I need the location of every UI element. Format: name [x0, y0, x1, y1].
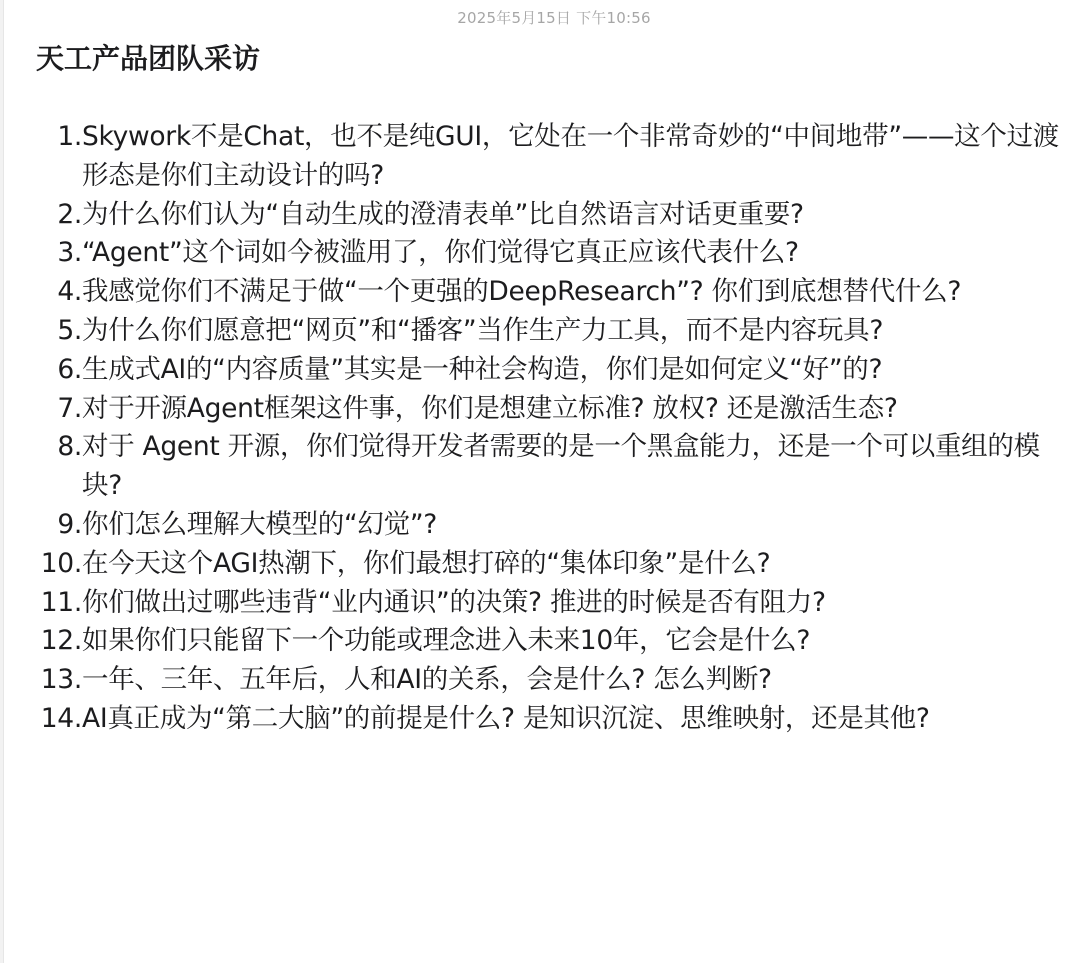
question-item-13[interactable]: [0, 661, 1080, 700]
question-text: “Agent”这个词如今被滥用了，你们觉得它真正应该代表什么?: [82, 237, 799, 269]
question-number: 3.: [57, 237, 82, 269]
question-number: 8.: [57, 431, 82, 463]
question-item-6[interactable]: [0, 351, 1080, 390]
question-number: 6.: [57, 353, 82, 385]
question-item-9[interactable]: [0, 506, 1080, 545]
question-text: 为什么你们愿意把“网页”和“播客”当作生产力工具，而不是内容玩具?: [82, 314, 884, 346]
question-item-5[interactable]: [0, 312, 1080, 351]
question-list[interactable]: [0, 118, 1080, 739]
question-text: 生成式AI的“内容质量”其实是一种社会构造，你们是如何定义“好”的?: [82, 353, 883, 385]
question-text: Skywork不是Chat，也不是纯GUI，它处在一个非常奇妙的“中间地带”——这个过渡形态是你们主动设计的吗?: [82, 121, 1059, 191]
question-text: 你们做出过哪些违背“业内通识”的决策? 推进的时候是否有阻力?: [82, 586, 826, 618]
question-number: 7.: [57, 392, 82, 424]
question-number: 11.: [40, 586, 82, 618]
question-number: 9.: [57, 508, 82, 540]
question-item-14[interactable]: [0, 700, 1080, 739]
question-item-2[interactable]: [0, 196, 1080, 235]
question-text: 你们怎么理解大模型的“幻觉”?: [82, 508, 438, 540]
question-number: 10.: [40, 547, 82, 579]
question-text: 对于 Agent 开源，你们觉得开发者需要的是一个黑盒能力，还是一个可以重组的模块?: [82, 431, 1040, 502]
question-item-10[interactable]: [0, 545, 1080, 584]
note-timestamp: 2025年5月15日 下午10:56: [457, 9, 651, 27]
question-text: 在今天这个AGI热潮下，你们最想打碎的“集体印象”是什么?: [82, 547, 771, 579]
question-number: 2.: [57, 198, 82, 230]
question-number: 1.: [57, 121, 82, 152]
question-number: 4.: [57, 276, 82, 308]
question-text: 我感觉你们不满足于做“一个更强的DeepResearch”? 你们到底想替代什么?: [82, 276, 962, 308]
question-item-4[interactable]: [0, 273, 1080, 312]
question-item-3[interactable]: [0, 234, 1080, 273]
question-text: 对于开源Agent框架这件事，你们是想建立标准? 放权? 还是激活生态?: [82, 392, 898, 424]
question-text: 为什么你们认为“自动生成的澄清表单”比自然语言对话更重要?: [82, 198, 804, 230]
question-number: 5.: [57, 314, 82, 346]
question-item-11[interactable]: [0, 584, 1080, 623]
question-item-8[interactable]: [0, 428, 1080, 506]
question-item-12[interactable]: [0, 622, 1080, 661]
question-number: 13.: [40, 664, 82, 696]
question-item-1[interactable]: [0, 118, 1080, 196]
question-text: 如果你们只能留下一个功能或理念进入未来10年，它会是什么?: [82, 625, 811, 657]
note-title[interactable]: 天工产品团队采访: [36, 42, 261, 75]
question-item-7[interactable]: [0, 390, 1080, 429]
question-text: AI真正成为“第二大脑”的前提是什么? 是知识沉淀、思维映射，还是其他?: [82, 702, 930, 734]
question-text: 一年、三年、五年后，人和AI的关系，会是什么? 怎么判断?: [82, 664, 772, 696]
question-number: 14.: [40, 702, 82, 734]
question-number: 12.: [40, 625, 82, 657]
